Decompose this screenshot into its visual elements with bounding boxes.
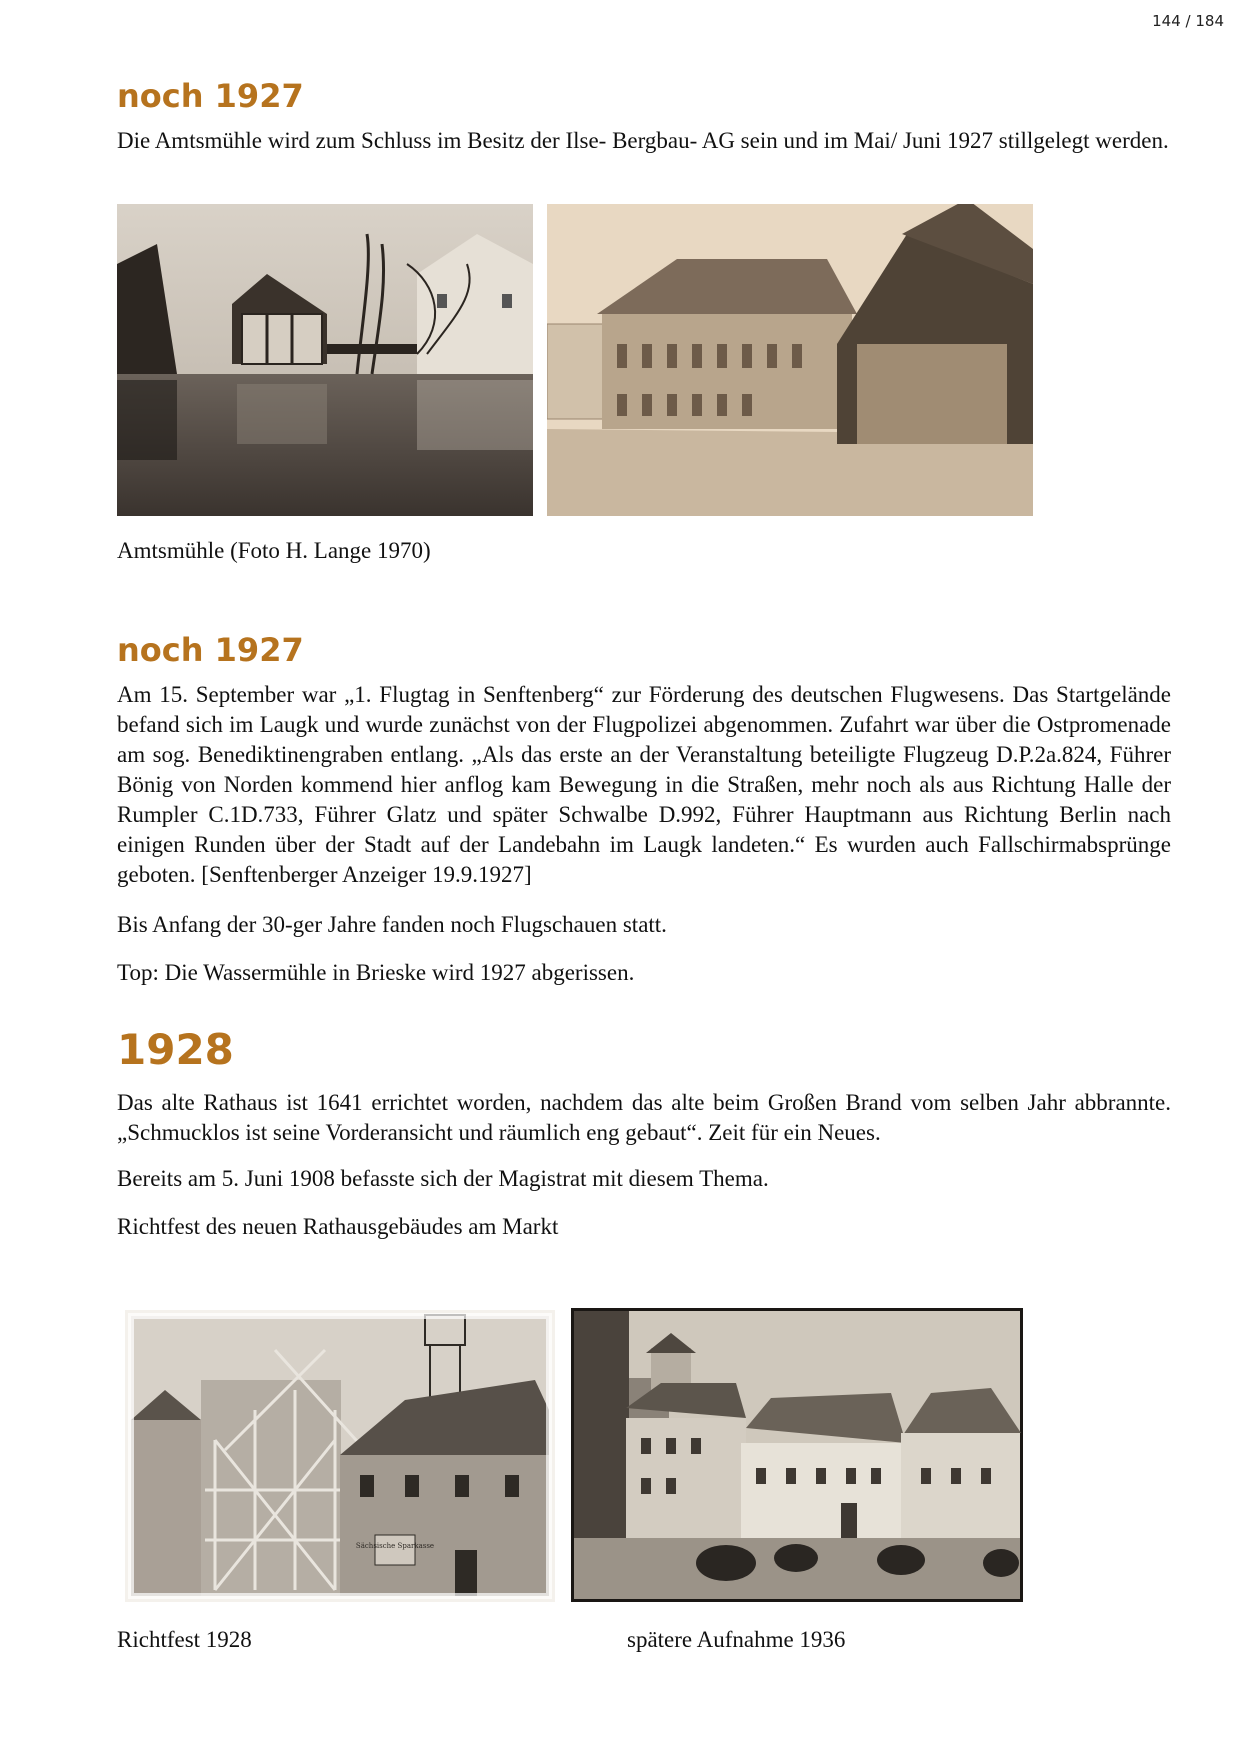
paragraph: Richtfest des neuen Rathausgebäudes am Markt [117, 1214, 559, 1239]
photo-amtsmuehle [117, 204, 533, 516]
section-heading: noch 1927 [117, 631, 304, 669]
paragraph: Das alte Rathaus ist 1641 errichtet worden, nachdem das alte beim Großen Brand vom selben Jahr abbrannte. „Schmucklos ist seine Vorderansicht und räumlich eng gebaut“. Zeit für ein Neues. [117, 1090, 1171, 1145]
paragraph: Am 15. September war „1. Flugtag in Senftenberg“ zur Förderung des deutschen Flugwesens. Das Startgelände befand sich im Laugk und wurde zunächst von der Flugpolizei abgenommen. Zufahrt war über die Ostpromenade am sog. Benediktinengraben entlang. „Als das erste an der Veranstaltung beteiligte Flugzeug D.P.2a.824, Führer Bönig von Norden kommend hier anflog kam Bewegung in die Straßen, mehr noch als aus Richtung Halle der Rumpler C.1D.733, Führer Glatz und später Schwalbe D.992, Führer Hauptmann aus Richtung Berlin nach einigen Runden über der Stadt auf der Landebahn im Laugk landeten.“ Es wurden auch Fallschirmabsprünge geboten. [Senftenberger Anzeiger 19.9.1927] [117, 682, 1171, 887]
sign-text: Sächsische Sparkasse [355, 1542, 435, 1550]
paragraph: Bis Anfang der 30-ger Jahre fanden noch Flugschauen statt. [117, 912, 667, 937]
photo-rathaus-1936 [571, 1308, 1023, 1602]
section-heading: noch 1927 [117, 77, 304, 115]
photo-caption: Amtsmühle (Foto H. Lange 1970) [117, 538, 431, 563]
photo-caption-right: spätere Aufnahme 1936 [627, 1627, 846, 1652]
photo-strasse [547, 204, 1033, 516]
photo-caption-left: Richtfest 1928 [117, 1627, 252, 1652]
page-number: 144 / 184 [1152, 12, 1224, 30]
paragraph: Die Amtsmühle wird zum Schluss im Besitz der Ilse- Bergbau- AG sein und im Mai/ Juni 1927 stillgelegt werden. [117, 128, 1169, 153]
year-heading: 1928 [117, 1025, 234, 1074]
paragraph: Bereits am 5. Juni 1908 befasste sich der Magistrat mit diesem Thema. [117, 1166, 769, 1191]
photo-richtfest [125, 1310, 555, 1602]
paragraph: Top: Die Wassermühle in Brieske wird 1927 abgerissen. [117, 960, 635, 985]
